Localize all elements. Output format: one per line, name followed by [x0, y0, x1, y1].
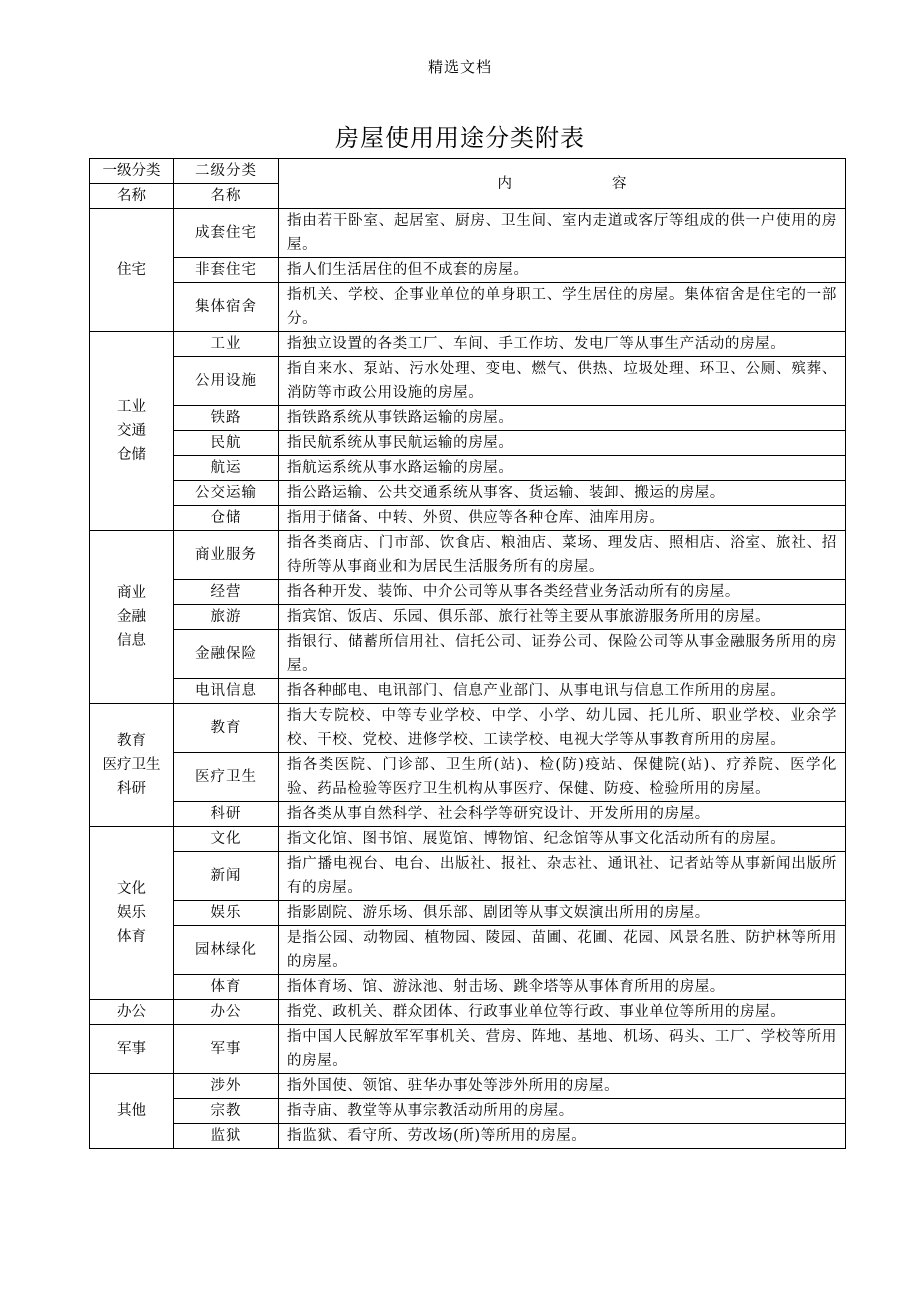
secondary-category-cell: 医疗卫生	[174, 753, 279, 802]
page-header: 精选文档	[427, 58, 492, 76]
primary-category-line: 办公	[117, 1004, 146, 1020]
secondary-category-cell: 公交运输	[174, 481, 279, 506]
header-level2-bottom: 名称	[174, 184, 279, 209]
header-level1-top: 一级分类	[90, 159, 174, 184]
table-row	[90, 852, 846, 901]
content-description-cell: 指各类医院、门诊部、卫生所(站)、检(防)疫站、保健院(站)、疗养院、医学化验、药品检验等医疗卫生机构从事医疗、保健、防疫、检验所用的房屋。	[279, 753, 846, 802]
content-description-cell: 指宾馆、饭店、乐园、俱乐部、旅行社等主要从事旅游服务所用的房屋。	[279, 605, 846, 630]
content-description-cell: 指由若干卧室、起居室、厨房、卫生间、室内走道或客厅等组成的供一户使用的房屋。	[279, 209, 846, 258]
table-row	[90, 283, 846, 332]
primary-category-cell	[90, 531, 174, 704]
secondary-category-cell: 旅游	[174, 605, 279, 630]
primary-category-line: 金融	[117, 609, 146, 625]
secondary-category-cell: 宗教	[174, 1099, 279, 1124]
table-row	[90, 975, 846, 1000]
content-description-cell: 指影剧院、游乐场、俱乐部、剧团等从事文娱演出所用的房屋。	[279, 901, 846, 926]
secondary-category-cell: 娱乐	[174, 901, 279, 926]
secondary-category-cell: 园林绿化	[174, 926, 279, 975]
table-row	[90, 926, 846, 975]
content-description-cell: 指机关、学校、企事业单位的单身职工、学生居住的房屋。集体宿舍是住宅的一部分。	[279, 283, 846, 332]
secondary-category-cell: 非套住宅	[174, 258, 279, 283]
content-description-cell: 是指公园、动物园、植物园、陵园、苗圃、花圃、花园、风景名胜、防护林等所用的房屋。	[279, 926, 846, 975]
content-description-cell: 指广播电视台、电台、出版社、报社、杂志社、通讯社、记者站等从事新闻出版所有的房屋。	[279, 852, 846, 901]
content-description-cell: 指中国人民解放军军事机关、营房、阵地、基地、机场、码头、工厂、学校等所用的房屋。	[279, 1025, 846, 1074]
content-description-cell: 指各类商店、门市部、饮食店、粮油店、菜场、理发店、照相店、浴室、旅社、招待所等从事商业和为居民生活服务所有的房屋。	[279, 531, 846, 580]
secondary-category-cell: 公用设施	[174, 357, 279, 406]
content-description-cell: 指公路运输、公共交通系统从事客、货运输、装卸、搬运的房屋。	[279, 481, 846, 506]
table-row	[90, 332, 846, 357]
table-row	[90, 506, 846, 531]
secondary-category-cell: 新闻	[174, 852, 279, 901]
table-row	[90, 1124, 846, 1149]
secondary-category-cell: 文化	[174, 827, 279, 852]
primary-category-line: 文化	[117, 881, 146, 897]
primary-category-line: 住宅	[117, 262, 146, 278]
content-description-cell: 指人们生活居住的但不成套的房屋。	[279, 258, 846, 283]
primary-category-cell	[90, 1025, 174, 1074]
usage-classification-table	[89, 158, 846, 1149]
secondary-category-cell: 集体宿舍	[174, 283, 279, 332]
table-row	[90, 481, 846, 506]
primary-category-line: 商业	[117, 585, 146, 601]
content-description-cell: 指各种开发、装饰、中介公司等从事各类经营业务活动所有的房屋。	[279, 580, 846, 605]
table-row	[90, 406, 846, 431]
primary-category-cell	[90, 209, 174, 332]
header-level1-bottom: 名称	[90, 184, 174, 209]
secondary-category-cell: 仓储	[174, 506, 279, 531]
table-row	[90, 753, 846, 802]
secondary-category-cell: 涉外	[174, 1074, 279, 1099]
table-row	[90, 704, 846, 753]
content-description-cell: 指监狱、看守所、劳改场(所)等所用的房屋。	[279, 1124, 846, 1149]
secondary-category-cell: 体育	[174, 975, 279, 1000]
table-row	[90, 802, 846, 827]
secondary-category-cell: 铁路	[174, 406, 279, 431]
secondary-category-cell: 教育	[174, 704, 279, 753]
content-description-cell: 指铁路系统从事铁路运输的房屋。	[279, 406, 846, 431]
content-description-cell: 指用于储备、中转、外贸、供应等各种仓库、油库用房。	[279, 506, 846, 531]
secondary-category-cell: 经营	[174, 580, 279, 605]
primary-category-line: 交通	[117, 423, 146, 439]
secondary-category-cell: 民航	[174, 431, 279, 456]
table-header-row	[90, 159, 846, 184]
primary-category-line: 科研	[117, 781, 146, 797]
document-title: 房屋使用用途分类附表	[335, 124, 585, 152]
primary-category-line: 军事	[117, 1041, 146, 1057]
table-row	[90, 580, 846, 605]
secondary-category-cell: 电讯信息	[174, 679, 279, 704]
content-description-cell: 指文化馆、图书馆、展览馆、博物馆、纪念馆等从事文化活动所有的房屋。	[279, 827, 846, 852]
content-description-cell: 指体育场、馆、游泳池、射击场、跳伞塔等从事体育所用的房屋。	[279, 975, 846, 1000]
header-content-left: 内	[497, 175, 512, 192]
primary-category-line: 信息	[117, 633, 146, 649]
primary-category-cell	[90, 704, 174, 827]
secondary-category-cell: 工业	[174, 332, 279, 357]
content-description-cell: 指各类从事自然科学、社会科学等研究设计、开发所用的房屋。	[279, 802, 846, 827]
content-description-cell: 指自来水、泵站、污水处理、变电、燃气、供热、垃圾处理、环卫、公厕、殡葬、消防等市政公用设施的房屋。	[279, 357, 846, 406]
secondary-category-cell: 科研	[174, 802, 279, 827]
secondary-category-cell: 监狱	[174, 1124, 279, 1149]
content-description-cell: 指寺庙、教堂等从事宗教活动所用的房屋。	[279, 1099, 846, 1124]
content-description-cell: 指大专院校、中等专业学校、中学、小学、幼儿园、托儿所、职业学校、业余学校、干校、党校、进修学校、工读学校、电视大学等从事教育所用的房屋。	[279, 704, 846, 753]
primary-category-line: 教育	[117, 733, 146, 749]
content-description-cell: 指航运系统从事水路运输的房屋。	[279, 456, 846, 481]
header-level2-top: 二级分类	[174, 159, 279, 184]
primary-category-cell	[90, 332, 174, 531]
table-row	[90, 1099, 846, 1124]
secondary-category-cell: 军事	[174, 1025, 279, 1074]
table-row	[90, 827, 846, 852]
table-row	[90, 901, 846, 926]
content-description-cell: 指银行、储蓄所信用社、信托公司、证券公司、保险公司等从事金融服务所用的房屋。	[279, 630, 846, 679]
secondary-category-cell: 办公	[174, 1000, 279, 1025]
table-row	[90, 357, 846, 406]
secondary-category-cell: 商业服务	[174, 531, 279, 580]
table-row	[90, 630, 846, 679]
primary-category-line: 其他	[117, 1103, 146, 1119]
primary-category-cell	[90, 1000, 174, 1025]
primary-category-cell	[90, 1074, 174, 1149]
table-row	[90, 1074, 846, 1099]
table-row	[90, 431, 846, 456]
table-row	[90, 605, 846, 630]
secondary-category-cell: 航运	[174, 456, 279, 481]
table-row	[90, 531, 846, 580]
table-row	[90, 1000, 846, 1025]
table-row	[90, 679, 846, 704]
table-row	[90, 258, 846, 283]
content-description-cell: 指民航系统从事民航运输的房屋。	[279, 431, 846, 456]
primary-category-line: 医疗卫生	[102, 757, 161, 773]
table-row	[90, 1025, 846, 1074]
primary-category-line: 仓储	[117, 447, 146, 463]
secondary-category-cell: 成套住宅	[174, 209, 279, 258]
primary-category-cell	[90, 827, 174, 1000]
header-content	[279, 159, 846, 209]
content-description-cell: 指外国使、领馆、驻华办事处等涉外所用的房屋。	[279, 1074, 846, 1099]
table-row	[90, 209, 846, 258]
content-description-cell: 指独立设置的各类工厂、车间、手工作坊、发电厂等从事生产活动的房屋。	[279, 332, 846, 357]
primary-category-line: 体育	[117, 929, 146, 945]
content-description-cell: 指党、政机关、群众团体、行政事业单位等行政、事业单位等所用的房屋。	[279, 1000, 846, 1025]
primary-category-line: 工业	[117, 399, 146, 415]
content-description-cell: 指各种邮电、电讯部门、信息产业部门、从事电讯与信息工作所用的房屋。	[279, 679, 846, 704]
header-content-right: 容	[612, 175, 627, 192]
secondary-category-cell: 金融保险	[174, 630, 279, 679]
table-row	[90, 456, 846, 481]
primary-category-line: 娱乐	[117, 905, 146, 921]
